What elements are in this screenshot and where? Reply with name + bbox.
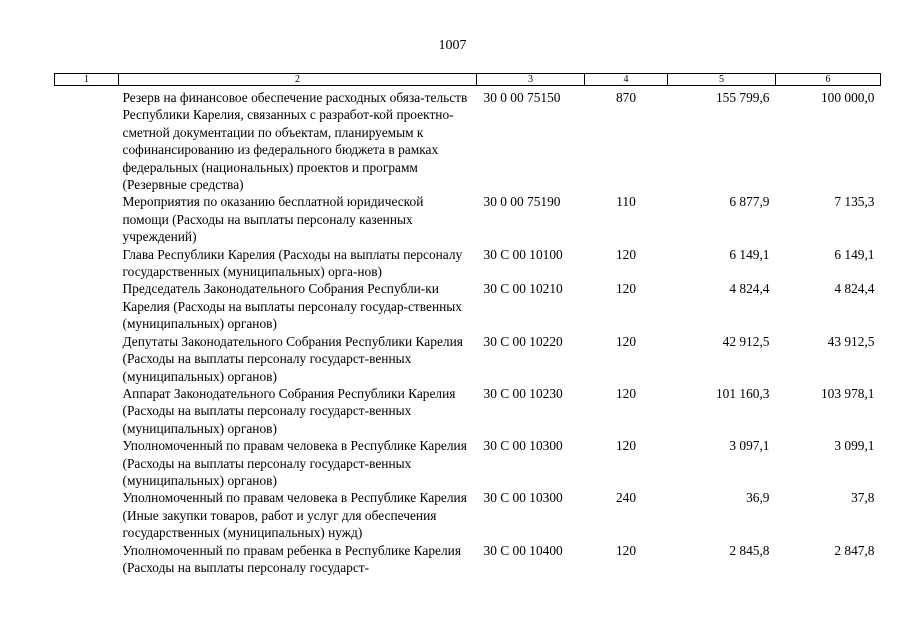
expense-type: 120 [615, 542, 637, 558]
expense-type: 120 [615, 438, 637, 454]
table-row [55, 542, 881, 577]
amount-col5: 155 799,6 [715, 90, 770, 105]
target-code: 30 С 00 10210 [483, 281, 563, 297]
column-header-3: 3 [477, 74, 585, 86]
column-header-6: 6 [776, 74, 881, 86]
amount-col6: 103 978,1 [820, 385, 875, 401]
empty-cell [55, 385, 119, 437]
amount-col5: 6 877,9 [729, 194, 770, 210]
empty-cell [55, 86, 119, 194]
empty-cell [55, 246, 119, 281]
amount-col6: 2 847,8 [834, 542, 875, 558]
table-row [55, 385, 881, 437]
amount-col6: 7 135,3 [834, 194, 875, 210]
row-description: Уполномоченный по правам человека в Республике Карелия (Расходы на выплаты персоналу государст-венных (муниципальных) органов) [122, 438, 467, 488]
table-row [55, 86, 881, 194]
amount-col5: 6 149,1 [729, 246, 770, 262]
amount-col5: 2 845,8 [729, 542, 770, 558]
budget-table [54, 73, 881, 576]
target-code: 30 С 00 10230 [483, 385, 563, 401]
target-code: 30 0 00 75190 [483, 194, 561, 210]
table-row [55, 437, 881, 489]
row-description: Председатель Законодательного Собрания Республи-ки Карелия (Расходы на выплаты персоналу государ-ственных (муниципальных) органов) [122, 281, 462, 332]
row-description: Глава Республики Карелия (Расходы на выплаты персоналу государственных (муниципальных) орга-нов) [122, 246, 463, 280]
expense-type: 120 [615, 246, 637, 262]
row-description: Мероприятия по оказанию бесплатной юридической помощи (Расходы на выплаты персоналу казенных учреждений) [122, 194, 424, 245]
amount-col5: 42 912,5 [722, 333, 770, 349]
column-header-5: 5 [668, 74, 776, 86]
amount-col6: 4 824,4 [834, 281, 875, 297]
row-description: Аппарат Законодательного Собрания Республики Карелия (Расходы на выплаты персоналу государст-венных (муниципальных) органов) [122, 385, 456, 436]
amount-col6: 43 912,5 [827, 333, 875, 349]
table-row [55, 246, 881, 281]
row-description: Депутаты Законодательного Собрания Республики Карелия (Расходы на выплаты персоналу государст-венных (муниципальных) органов) [122, 333, 463, 384]
expense-type: 110 [616, 194, 636, 210]
amount-col5: 36,9 [746, 490, 770, 506]
table-row [55, 193, 881, 245]
target-code: 30 0 00 75150 [483, 90, 561, 105]
amount-col6: 100 000,0 [820, 90, 875, 105]
expense-type: 120 [615, 281, 637, 297]
amount-col6: 3 099,1 [834, 438, 875, 454]
empty-cell [55, 489, 119, 541]
target-code: 30 С 00 10300 [483, 438, 563, 454]
empty-cell [55, 437, 119, 489]
expense-type: 120 [615, 333, 637, 349]
expense-type: 120 [615, 385, 637, 401]
row-description: Уполномоченный по правам ребенка в Республике Карелия (Расходы на выплаты персоналу государст- [122, 542, 462, 575]
target-code: 30 С 00 10400 [483, 542, 563, 558]
empty-cell [55, 193, 119, 245]
amount-col6: 6 149,1 [834, 246, 875, 262]
amount-col6: 37,8 [851, 490, 875, 506]
column-header-2: 2 [119, 74, 477, 86]
page-number: 1007 [438, 38, 467, 53]
target-code: 30 С 00 10100 [483, 246, 563, 262]
table-row [55, 333, 881, 385]
empty-cell [55, 280, 119, 332]
target-code: 30 С 00 10300 [483, 490, 563, 506]
expense-type: 240 [615, 490, 637, 506]
table-row [55, 280, 881, 332]
amount-col5: 3 097,1 [729, 438, 770, 454]
row-description: Резерв на финансовое обеспечение расходных обяза-тельств Республики Карелия, связанных с разработ-кой проектно-сметной документации по объектам, планируемым к софинансированию из федерального бюджета в рамках федеральных (национальных) проектов и программ (Резервные средства) [122, 90, 468, 193]
column-number-row [55, 74, 881, 86]
amount-col5: 101 160,3 [715, 385, 770, 401]
column-header-4: 4 [585, 74, 668, 86]
amount-col5: 4 824,4 [729, 281, 770, 297]
row-description: Уполномоченный по правам человека в Республике Карелия (Иные закупки товаров, работ и услуг для обеспечения государственных (муниципальных) нужд) [122, 490, 467, 541]
expense-type: 870 [615, 90, 637, 105]
target-code: 30 С 00 10220 [483, 333, 563, 349]
empty-cell [55, 333, 119, 385]
column-header-1: 1 [55, 74, 119, 86]
table-row [55, 489, 881, 541]
empty-cell [55, 542, 119, 577]
